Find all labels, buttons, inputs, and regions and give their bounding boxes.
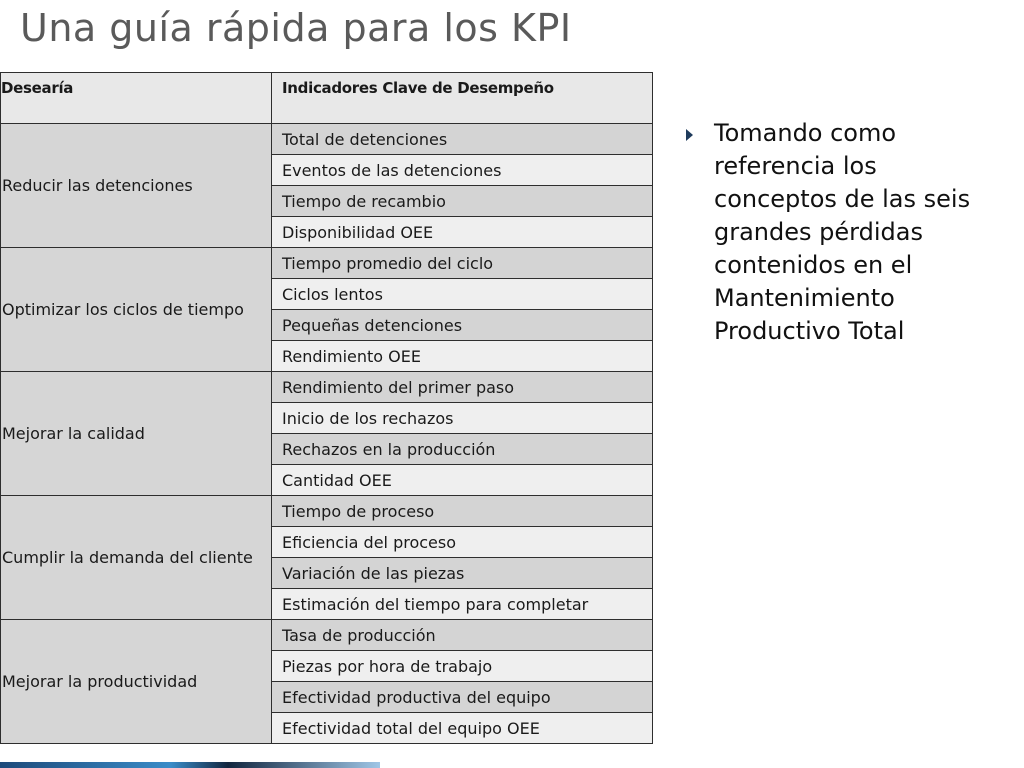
goal-cell: Optimizar los ciclos de tiempo: [1, 248, 272, 372]
table-row: [1, 248, 653, 279]
table-row: [1, 372, 653, 403]
goal-cell: Cumplir la demanda del cliente: [1, 496, 272, 620]
indicator-cell: Estimación del tiempo para completar: [272, 589, 653, 620]
indicator-cell: Efectividad total del equipo OEE: [272, 713, 653, 744]
indicator-cell: Efectividad productiva del equipo: [272, 682, 653, 713]
indicator-cell: Eficiencia del proceso: [272, 527, 653, 558]
column-header-kpi: Indicadores Clave de Desempeño: [272, 73, 653, 124]
indicator-cell: Rendimiento OEE: [272, 341, 653, 372]
triangle-bullet-icon: [686, 129, 693, 141]
indicator-cell: Rendimiento del primer paso: [272, 372, 653, 403]
indicator-cell: Total de detenciones: [272, 124, 653, 155]
goal-cell: Reducir las detenciones: [1, 124, 272, 248]
indicator-cell: Tiempo de proceso: [272, 496, 653, 527]
indicator-cell: Ciclos lentos: [272, 279, 653, 310]
indicator-cell: Tiempo de recambio: [272, 186, 653, 217]
slide-title: Una guía rápida para los KPI: [20, 6, 572, 50]
column-header-desire: Desearía: [1, 73, 272, 124]
indicator-cell: Rechazos en la producción: [272, 434, 653, 465]
table-header-row: [1, 73, 653, 124]
footer-decoration: [0, 762, 380, 768]
indicator-cell: Inicio de los rechazos: [272, 403, 653, 434]
table-row: [1, 124, 653, 155]
indicator-cell: Variación de las piezas: [272, 558, 653, 589]
indicator-cell: Piezas por hora de trabajo: [272, 651, 653, 682]
table-row: [1, 620, 653, 651]
goal-cell: Mejorar la calidad: [1, 372, 272, 496]
goal-cell: Mejorar la productividad: [1, 620, 272, 744]
indicator-cell: Tiempo promedio del ciclo: [272, 248, 653, 279]
indicator-cell: Eventos de las detenciones: [272, 155, 653, 186]
bullet-text: Tomando como referencia los conceptos de las seis grandes pérdidas contenidos en el Mantenimiento Productivo Total: [714, 119, 971, 345]
indicator-cell: Pequeñas detenciones: [272, 310, 653, 341]
indicator-cell: Disponibilidad OEE: [272, 217, 653, 248]
indicator-cell: Cantidad OEE: [272, 465, 653, 496]
kpi-table: [0, 72, 653, 744]
bullet-point: [686, 117, 1006, 348]
table-row: [1, 496, 653, 527]
indicator-cell: Tasa de producción: [272, 620, 653, 651]
